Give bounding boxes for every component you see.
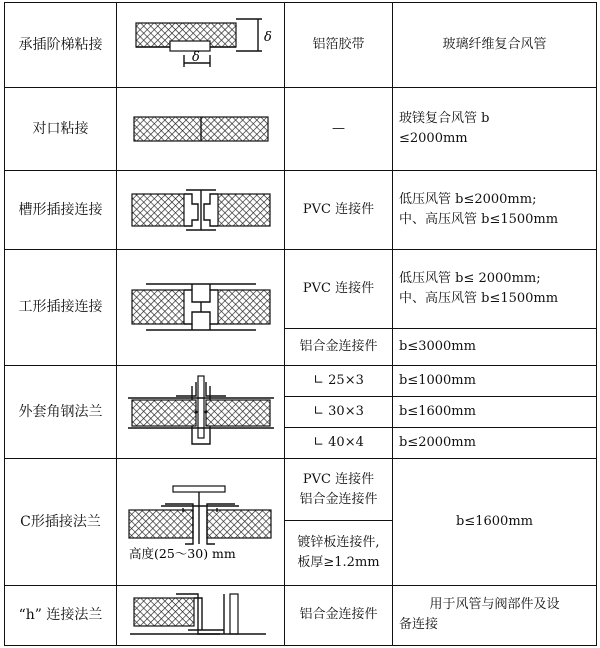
method-name: 承插阶梯粘接 xyxy=(5,3,117,88)
table-row xyxy=(5,365,597,396)
scope-cell xyxy=(393,88,597,171)
connector-cell: 铝合金连接件 xyxy=(285,328,393,365)
duct-connection-table xyxy=(4,2,597,646)
table-row xyxy=(5,3,597,88)
scope-cell: b≤1000mm xyxy=(393,365,597,396)
scope-cell xyxy=(393,249,597,328)
scope-line: 低压风管 b≤ 2000mm; xyxy=(399,270,541,286)
method-name: “h” 连接法兰 xyxy=(5,585,117,645)
table-row xyxy=(5,249,597,328)
connector-cell xyxy=(285,459,393,521)
table-row xyxy=(5,459,597,521)
connector-cell: ∟ 40×4 xyxy=(285,428,393,459)
method-name: 对口粘接 xyxy=(5,88,117,171)
connector-cell: 铝合金连接件 xyxy=(285,585,393,645)
butt-bond-diagram xyxy=(117,88,285,171)
method-name: C形插接法兰 xyxy=(5,459,117,586)
scope-cell: b≤1600mm xyxy=(393,459,597,586)
scope-line: ≤2000mm xyxy=(399,131,468,146)
scope-line: 低压风管 b≤2000mm; xyxy=(399,191,537,207)
connector-cell: ∟ 30×3 xyxy=(285,397,393,428)
connector-cell: PVC 连接件 xyxy=(285,170,393,249)
scope-cell: b≤1600mm xyxy=(393,397,597,428)
connector-cell xyxy=(285,521,393,585)
connector-line: 铝合金连接件 xyxy=(299,491,378,507)
h-flange-diagram xyxy=(117,585,285,645)
stepped-socket-bond-diagram xyxy=(117,3,285,88)
scope-line: 用于风管与阀部件及设 xyxy=(429,597,560,613)
method-name: 工形插接连接 xyxy=(5,249,117,365)
connector-line: PVC 连接件 xyxy=(302,471,375,487)
method-name: 槽形插接连接 xyxy=(5,170,117,249)
method-name: 外套角钢法兰 xyxy=(5,365,117,458)
scope-line: 备连接 xyxy=(399,617,439,633)
connector-line: 镀锌板连接件, xyxy=(297,535,380,551)
connector-line: 板厚≥1.2mm xyxy=(297,555,380,571)
height-caption: 高度(25～30) mm xyxy=(128,546,236,562)
table-row xyxy=(5,170,597,249)
slot-insert-diagram xyxy=(117,170,285,249)
scope-cell: b≤3000mm xyxy=(393,328,597,365)
connector-cell: ∟ 25×3 xyxy=(285,365,393,396)
scope-cell xyxy=(393,170,597,249)
scope-line: 中、高压风管 b≤1500mm xyxy=(399,211,559,227)
table-row xyxy=(5,88,597,171)
scope-cell xyxy=(393,585,597,645)
scope-line: 玻镁复合风管 b xyxy=(399,111,490,126)
c-flange-diagram xyxy=(117,459,285,586)
table-row xyxy=(5,585,597,645)
connector-cell: PVC 连接件 xyxy=(285,249,393,328)
scope-line: 中、高压风管 b≤1500mm xyxy=(399,290,559,306)
scope-cell: 玻璃纤维复合风管 xyxy=(393,3,597,88)
connector-cell: — xyxy=(285,88,393,171)
thickness-label: δ xyxy=(263,30,272,46)
i-shape-insert-diagram xyxy=(117,249,285,365)
connector-cell: 铝箔胶带 xyxy=(285,3,393,88)
scope-cell: b≤2000mm xyxy=(393,428,597,459)
overlap-label: δ xyxy=(191,50,200,66)
angle-flange-diagram xyxy=(117,365,285,458)
